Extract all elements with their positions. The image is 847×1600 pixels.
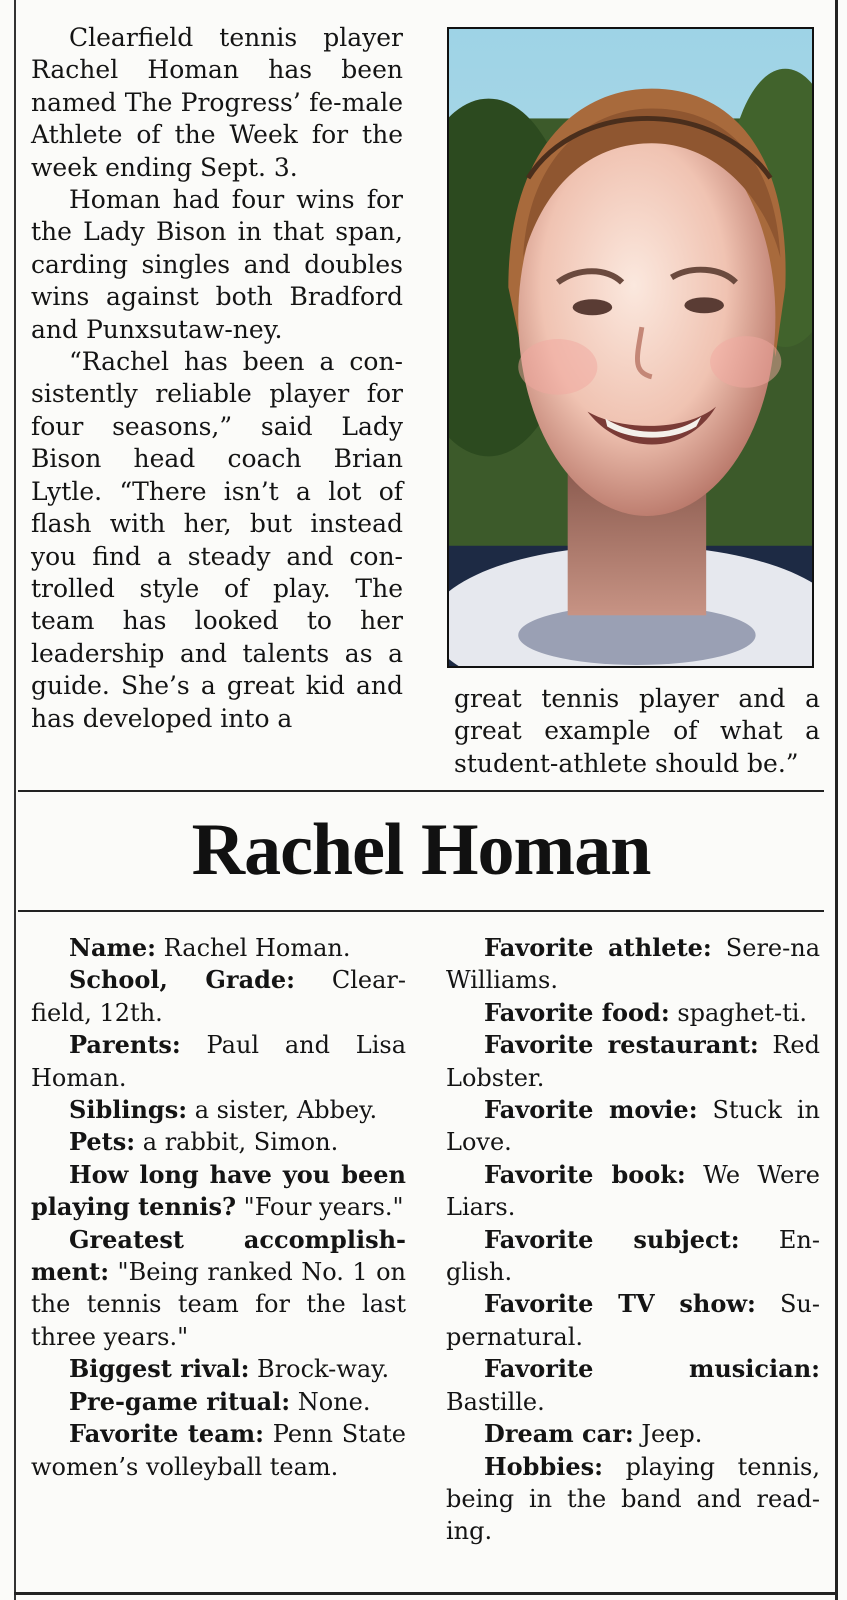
profile-entry [446,1159,820,1224]
profile-value: Rachel Homan. [156,934,351,962]
profile-entry [31,1126,406,1158]
profile-label: Favorite musician: [484,1354,820,1384]
headline-bottom-rule [18,910,824,912]
story-paragraph: “Rachel has been a con-sistently reliable player for four seasons,” said Lady Bison head coach Brian Lytle. “There isn’t a lot of flash with her, but instead you find a steady and con-trolled style of play. The team has looked to her leadership and talents as a guide. She’s a great kid and has developed into a [31,347,403,733]
profile-label: Favorite movie: [484,1095,698,1125]
story-paragraph: Homan had four wins for the Lady Bison in that span, carding singles and doubles wins against both Bradford and Punxsutaw-ney. [31,185,403,344]
profile-label: Favorite restaurant: [484,1030,759,1060]
profile-value: Jeep. [633,1420,703,1449]
profile-label: Parents: [69,1030,181,1060]
profile-entry [31,1159,406,1224]
profile-value: En-glish. [446,1225,820,1287]
profile-value: Clear-field, 12th. [31,966,407,1027]
profile-value: Stuck in Love. [446,1096,821,1157]
profile-label: Pre-game ritual: [69,1386,291,1416]
profile-entry [446,1451,820,1548]
profile-label: Favorite athlete: [484,933,712,962]
profile-entry [31,1224,406,1354]
profile-label: Greatest accomplish-ment: [31,1224,406,1287]
profile-entry [446,1288,820,1353]
profile-label: Favorite team: [69,1419,265,1449]
profile-value: Brock-way. [249,1355,390,1384]
profile-value: spaghet-ti. [669,998,808,1027]
profile-label: How long have you been playing tennis? [31,1159,406,1222]
profile-column-left [31,932,406,1483]
profile-label: Favorite TV show: [484,1289,756,1319]
profile-entry [31,1386,406,1418]
profile-label: Dream car: [484,1419,634,1449]
profile-value: None. [290,1387,371,1416]
profile-value: playing tennis, being in the band and read-ing. [446,1452,820,1546]
profile-label: Favorite food: [484,997,670,1027]
profile-column-right [446,932,820,1548]
story-paragraph: Clearfield tennis player Rachel Homan has been named The Progress’ fe-male Athlete of the Week for the week ending Sept. 3. [31,23,403,182]
headline: Rachel Homan [191,809,651,891]
story-continuation: great tennis player and a great example of what a student-athlete should be.” [454,684,820,778]
profile-entry [446,1094,820,1159]
profile-entry [31,1418,406,1483]
profile-value: a rabbit, Simon. [135,1128,339,1157]
left-border [14,0,16,1600]
portrait-illustration [449,29,812,666]
profile-entry [446,1029,820,1094]
right-border [835,0,838,1600]
profile-label: School, Grade: [69,965,296,995]
profile-label: Hobbies: [484,1451,604,1481]
profile-entry [31,1353,406,1385]
profile-label: Biggest rival: [69,1354,250,1384]
profile-entry [31,964,406,1029]
profile-value: Penn State women’s volleyball team. [31,1420,406,1481]
profile-value: "Four years." [236,1193,404,1222]
profile-label: Favorite subject: [484,1224,740,1254]
profile-label: Pets: [69,1127,136,1157]
profile-entry [31,1094,406,1126]
profile-entry [446,997,820,1029]
profile-value: Sere-na Williams. [446,934,820,995]
profile-entry [31,932,406,964]
profile-value: Paul and Lisa Homan. [31,1031,406,1092]
profile-value: Red Lobster. [446,1031,820,1092]
profile-entry [446,1418,820,1450]
profile-entry [31,1029,406,1094]
athlete-portrait-photo [447,27,814,668]
story-column [31,22,403,735]
profile-entry [446,1224,820,1289]
profile-entry [446,1353,820,1418]
profile-value: Bastille. [446,1387,545,1416]
headline-top-rule [18,790,824,792]
profile-value: We Were Liars. [446,1160,820,1222]
profile-label: Favorite book: [484,1159,686,1189]
bottom-border [14,1592,838,1595]
profile-value: "Being ranked No. 1 on the tennis team for the last three years." [31,1258,406,1351]
profile-entry [446,932,820,997]
profile-label: Name: [69,933,157,962]
profile-value: a sister, Abbey. [187,1096,378,1125]
profile-label: Siblings: [69,1095,188,1125]
profile-value: Su-pernatural. [446,1290,821,1351]
